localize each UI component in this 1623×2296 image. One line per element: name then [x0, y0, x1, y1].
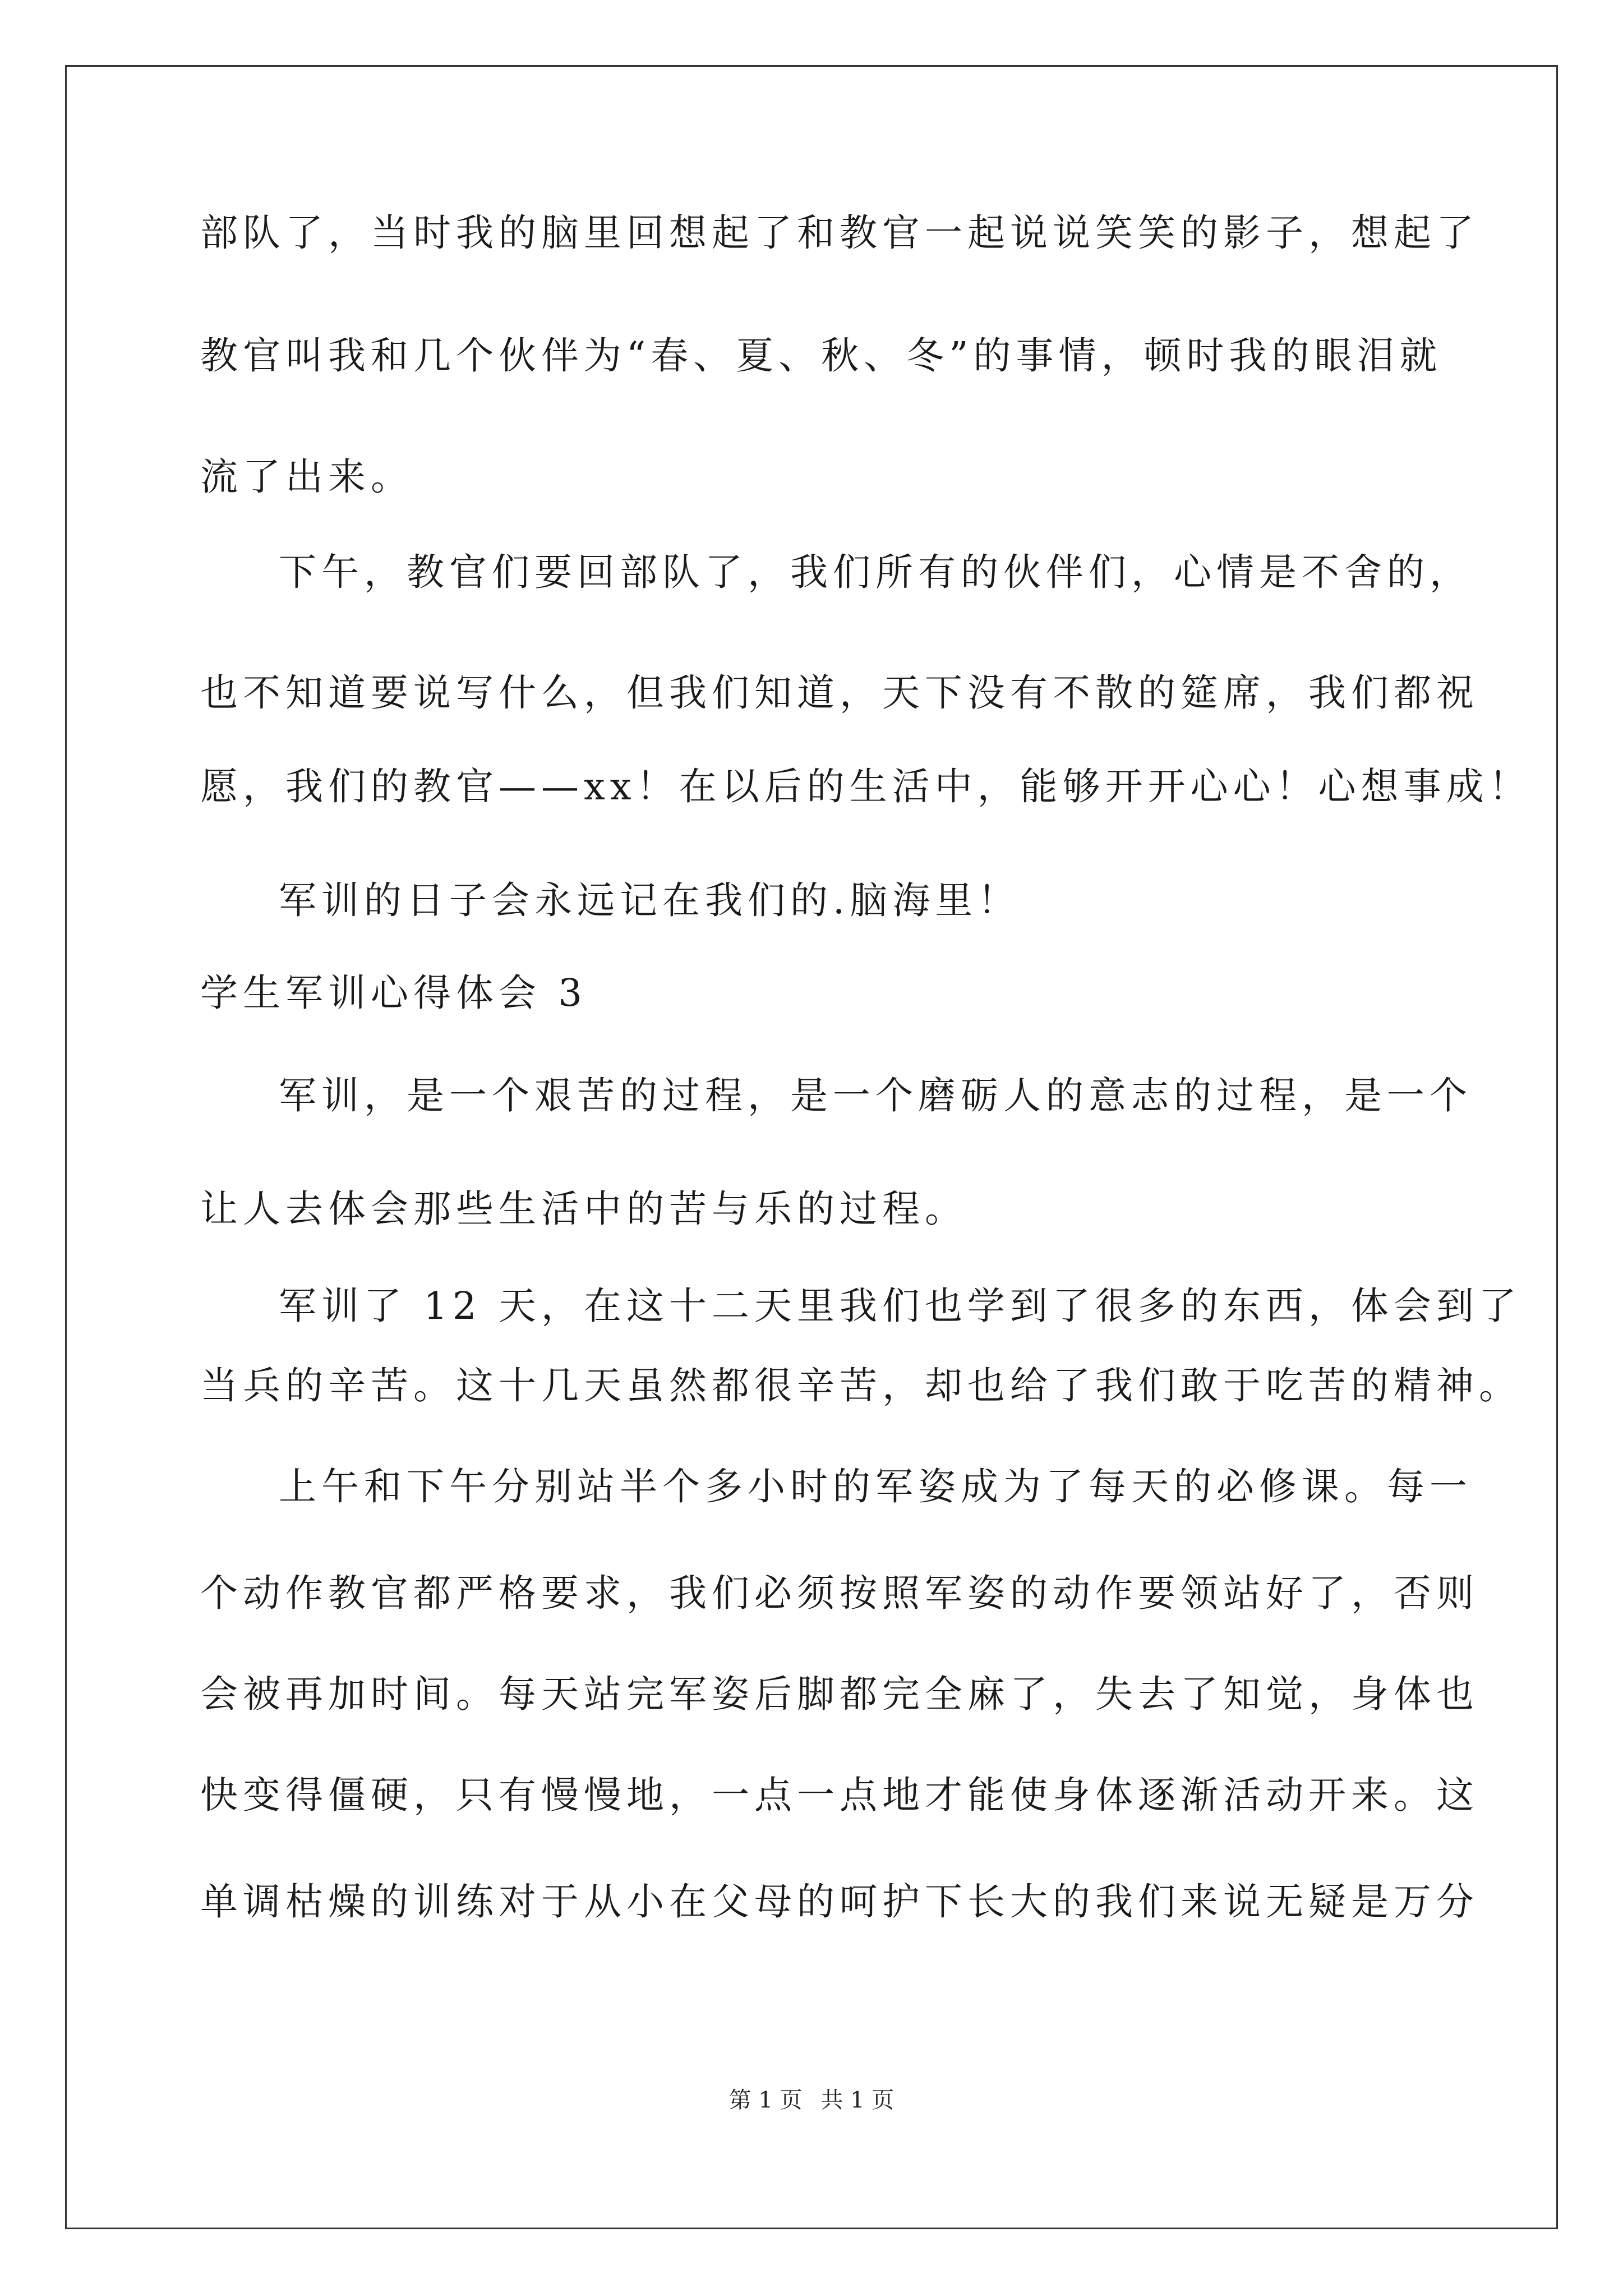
text-line: 快变得僵硬，只有慢慢地，一点一点地才能使身体逐渐活动开来。这 — [200, 1773, 1479, 1817]
paragraph-start: 下午，教官们要回部队了，我们所有的伙伴们，心情是不舍的， — [279, 550, 1472, 594]
text-line: 教官叫我和几个伙伴为“春、夏、秋、冬”的事情，顿时我的眼泪就 — [200, 334, 1442, 378]
paragraph-start: 军训的日子会永远记在我们的.脑海里！ — [279, 878, 1021, 922]
text-line: 会被再加时间。每天站完军姿后脚都完全麻了，失去了知觉，身体也 — [200, 1672, 1479, 1716]
page-footer — [0, 2086, 1623, 2114]
text-line: 愿，我们的教官——xx！在以后的生活中，能够开开心心！心想事成！ — [200, 765, 1532, 808]
text-line: 让人去体会那些生活中的苦与乐的过程。 — [200, 1187, 967, 1231]
text-line: 个动作教官都严格要求，我们必须按照军姿的动作要领站好了，否则 — [200, 1571, 1479, 1615]
text-line: 也不知道要说写什么，但我们知道，天下没有不散的筵席，我们都祝 — [200, 671, 1479, 715]
paragraph-start: 军训，是一个艰苦的过程，是一个磨砺人的意志的过程，是一个 — [279, 1074, 1472, 1117]
text-line: 当兵的辛苦。这十几天虽然都很辛苦，却也给了我们敢于吃苦的精神。 — [200, 1364, 1521, 1407]
section-heading: 学生军训心得体会 3 — [200, 971, 587, 1015]
text-line: 流了出来。 — [200, 455, 413, 499]
paragraph-start: 军训了 12 天，在这十二天里我们也学到了很多的东西，体会到了 — [279, 1284, 1521, 1328]
page-total: 共 1 页 — [820, 2087, 895, 2113]
text-line: 部队了，当时我的脑里回想起了和教官一起说说笑笑的影子，想起了 — [200, 211, 1479, 255]
page-number: 第 1 页 — [728, 2087, 803, 2113]
paragraph-start: 上午和下午分别站半个多小时的军姿成为了每天的必修课。每一 — [279, 1465, 1472, 1508]
text-line: 单调枯燥的训练对于从小在父母的呵护下长大的我们来说无疑是万分 — [200, 1880, 1479, 1924]
